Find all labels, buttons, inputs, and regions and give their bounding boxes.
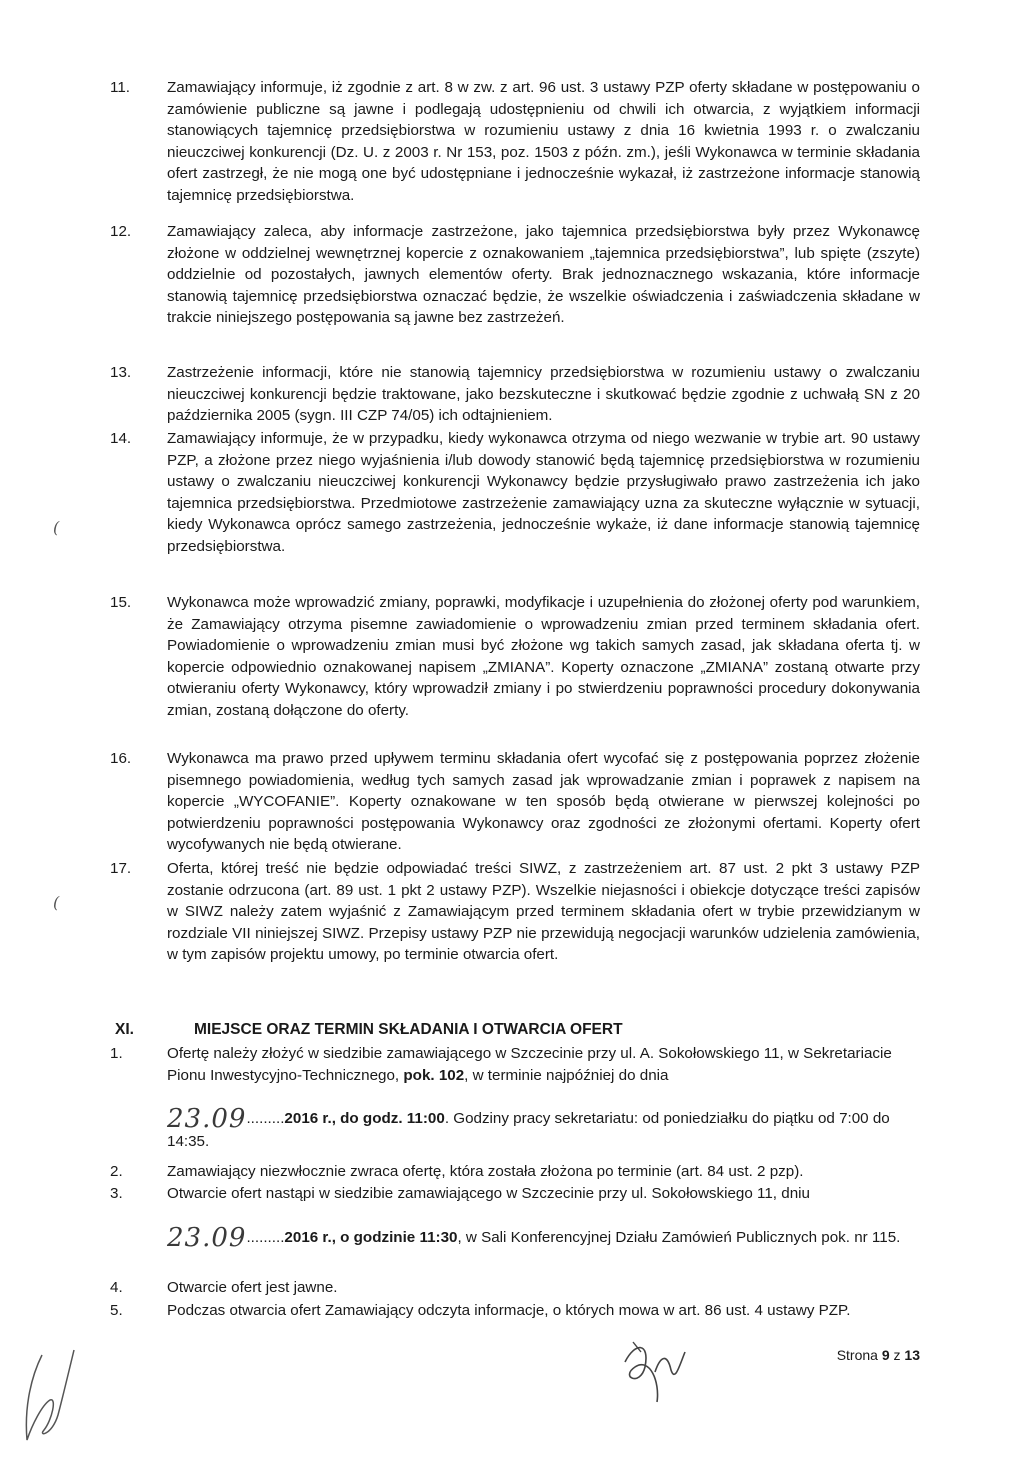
- list-item-15: [110, 592, 920, 722]
- item-text: Otwarcie ofert nastąpi w siedzibie zamawiającego w Szczecinie przy ul. Sokołowskiego 11, dniu: [167, 1185, 810, 1202]
- item-number: 17.: [110, 860, 132, 877]
- item-text: Zamawiający informuje, że w przypadku, kiedy wykonawca otrzyma od niego wezwanie w trybie art. 90 ustawy PZP, a złożone przez niego wyjaśnienia i/lub dowody stanowić będą tajemnicę przedsiębiorstwa w rozumieniu ustawy o zwalczaniu nieuczciwej konkurencji Wykonawcy będzie przysługiwało prawo zastrzeżenia ich jako tajemnica przedsiębiorstwa. Przedmiotowe zastrzeżenie zamawiający uzna za skuteczne wyłącznie w sytuacji, kiedy Wykonawca oprócz samego zastrzeżenia, jednocześnie wykaże, iż dane informacje stanowią tajemnicę przedsiębiorstwa.: [167, 430, 920, 555]
- opening-location: , w Sali Konferencyjnej Działu Zamówień Publicznych pok. nr 115.: [457, 1228, 901, 1246]
- date-dots: .........: [246, 1228, 285, 1246]
- section-item-2: [110, 1161, 920, 1183]
- item-number: 2.: [110, 1163, 123, 1180]
- item-text: Otwarcie ofert jest jawne.: [167, 1279, 338, 1296]
- section-item-3: [110, 1183, 920, 1253]
- list-item-17: [110, 858, 920, 966]
- item-text: Zamawiający informuje, iż zgodnie z art. 8 w zw. z art. 96 ust. 3 ustawy PZP oferty składane w postępowaniu o zamówienie publiczne są jawne i podlegają udostępnieniu od chwili ich otwarcia, z wyjątkiem informacji stanowiących tajemnicę przedsiębiorstwa w rozumieniu ustawy z dnia 16 kwietnia 1993 r. o zwalczaniu nieuczciwej konkurencji (Dz. U. z 2003 r. Nr 153, poz. 1503 z późn. zm.), jeśli Wykonawca w terminie składania ofert zastrzegł, że nie mogą one być udostępniane i jednocześnie wykazał, iż zastrzeżone informacje stanowią tajemnicę przedsiębiorstwa.: [167, 79, 920, 204]
- list-item-13: [110, 362, 920, 427]
- item-text: Wykonawca może wprowadzić zmiany, poprawki, modyfikacje i uzupełnienia do złożonej oferty pod warunkiem, że Zamawiający otrzyma pisemne zawiadomienie o wprowadzeniu zmian przed terminem składania ofert. Powiadomienie o wprowadzeniu zmian musi być złożone wg takich samych zasad, jak składana oferta tj. w kopercie odpowiednio oznakowanej napisem „ZMIANA”. Koperty oznaczone „ZMIANA” zostaną otwarte przy otwieraniu oferty Wykonawcy, który wprowadził zmiany i po stwierdzeniu poprawności procedury dokonywania zmian, zostaną dołączone do oferty.: [167, 594, 920, 719]
- list-item-12: [110, 221, 920, 329]
- margin-mark: (: [53, 893, 60, 912]
- room-number: pok. 102: [403, 1066, 465, 1084]
- signature-initials-left-icon: [2, 1345, 82, 1455]
- item-number: 16.: [110, 750, 132, 767]
- item-text: Wykonawca ma prawo przed upływem terminu składania ofert wycofać się z postępowania poprzez złożenie pisemnego powiadomienia, według tych samych zasad jak wprowadzanie zmian i poprawek z napisem na kopercie „WYCOFANIE”. Koperty oznakowane w ten sposób będą otwierane w pierwszej kolejności po potwierdzeniu poprawności postępowania Wykonawcy oraz zgodności ze złożonymi ofertami. Koperty ofert wycofywanych nie będą otwierane.: [167, 750, 920, 854]
- signature-initials-icon: [605, 1322, 695, 1412]
- list-item-16: [110, 748, 920, 856]
- item-text: Oferta, której treść nie będzie odpowiadać treści SIWZ, z zastrzeżeniem art. 87 ust. 2 pkt 3 ustawy PZP zostanie odrzucona (art. 89 ust. 1 pkt 2 ustawy PZP). Wszelkie niejasności i obiekcje dotyczące treści zapisów w SIWZ należy zatem wyjaśnić z Zamawiającym przed terminem składania ofert w trybie przewidzianym w rozdziale VII niniejszej SIWZ. Przepisy ustawy PZP nie przewidują negocjacji warunków udzielenia zamówienia, w tym zapisów projektu umowy, po terminie otwarcia ofert.: [167, 860, 920, 964]
- item-text: Zamawiający niezwłocznie zwraca ofertę, która została złożona po terminie (art. 84 ust. 2 pzp).: [167, 1163, 804, 1180]
- item-number: 15.: [110, 594, 132, 611]
- item-number: 12.: [110, 223, 132, 240]
- opening-date: 2016 r., o godzinie 11:30: [284, 1228, 458, 1246]
- margin-mark: (: [53, 518, 60, 537]
- list-item-14: [110, 428, 920, 558]
- handwritten-date: 23.09: [167, 1222, 247, 1253]
- item-text: Zastrzeżenie informacji, które nie stanowią tajemnicy przedsiębiorstwa w rozumieniu ustawy o zwalczaniu nieuczciwej konkurencji będzie traktowane, jako bezskuteczne i skutkować będzie zgodnie z uchwałą SN z 20 października 2005 (sygn. III CZP 74/05) ich odtajnieniem.: [167, 364, 920, 425]
- handwritten-date: 23.09: [167, 1104, 247, 1135]
- item-text: Ofertę należy złożyć w siedzibie zamawiającego w Szczecinie przy ul. A. Sokołowskiego 11, w Sekretariacie Pionu Inwestycyjno-Technicznego,: [167, 1045, 892, 1084]
- date-dots: .........: [246, 1110, 285, 1128]
- item-text-after: , w terminie najpóźniej do dnia: [464, 1066, 669, 1084]
- section-item-4: [110, 1277, 920, 1299]
- section-item-5: [110, 1300, 920, 1322]
- section-item-1: [110, 1043, 920, 1152]
- item-number: 4.: [110, 1279, 123, 1296]
- list-item-11: [110, 77, 920, 207]
- item-text: Zamawiający zaleca, aby informacje zastrzeżone, jako tajemnica przedsiębiorstwa były przez Wykonawcę złożone w oddzielnej wewnętrznej kopercie z oznakowaniem „tajemnica przedsiębiorstwa”, lub spięte (zszyte) oddzielnie od pozostałych, jawnych elementów oferty. Brak jednoznacznego wskazania, które informacje stanowią tajemnicę przedsiębiorstwa oznaczać będzie, że wszelkie oświadczenia i zaświadczenia składane w trakcie niniejszego postępowania są jawne bez zastrzeżeń.: [167, 223, 920, 327]
- page-number: Strona 9 z 13: [836, 1347, 920, 1363]
- office-hours: . Godziny pracy sekretariatu: od poniedziałku do piątku od 7:00 do 14:35.: [167, 1110, 890, 1150]
- item-number: 1.: [110, 1045, 123, 1062]
- section-title: MIEJSCE ORAZ TERMIN SKŁADANIA I OTWARCIA OFERT: [194, 1021, 623, 1038]
- item-number: 14.: [110, 430, 132, 447]
- deadline-date: 2016 r., do godz. 11:00: [284, 1110, 445, 1128]
- item-number: 13.: [110, 364, 132, 381]
- section-number: XI.: [115, 1021, 134, 1038]
- item-number: 3.: [110, 1185, 123, 1202]
- item-number: 5.: [110, 1302, 123, 1319]
- item-number: 11.: [110, 79, 130, 96]
- item-text: Podczas otwarcia ofert Zamawiający odczyta informacje, o których mowa w art. 86 ust. 4 ustawy PZP.: [167, 1302, 851, 1319]
